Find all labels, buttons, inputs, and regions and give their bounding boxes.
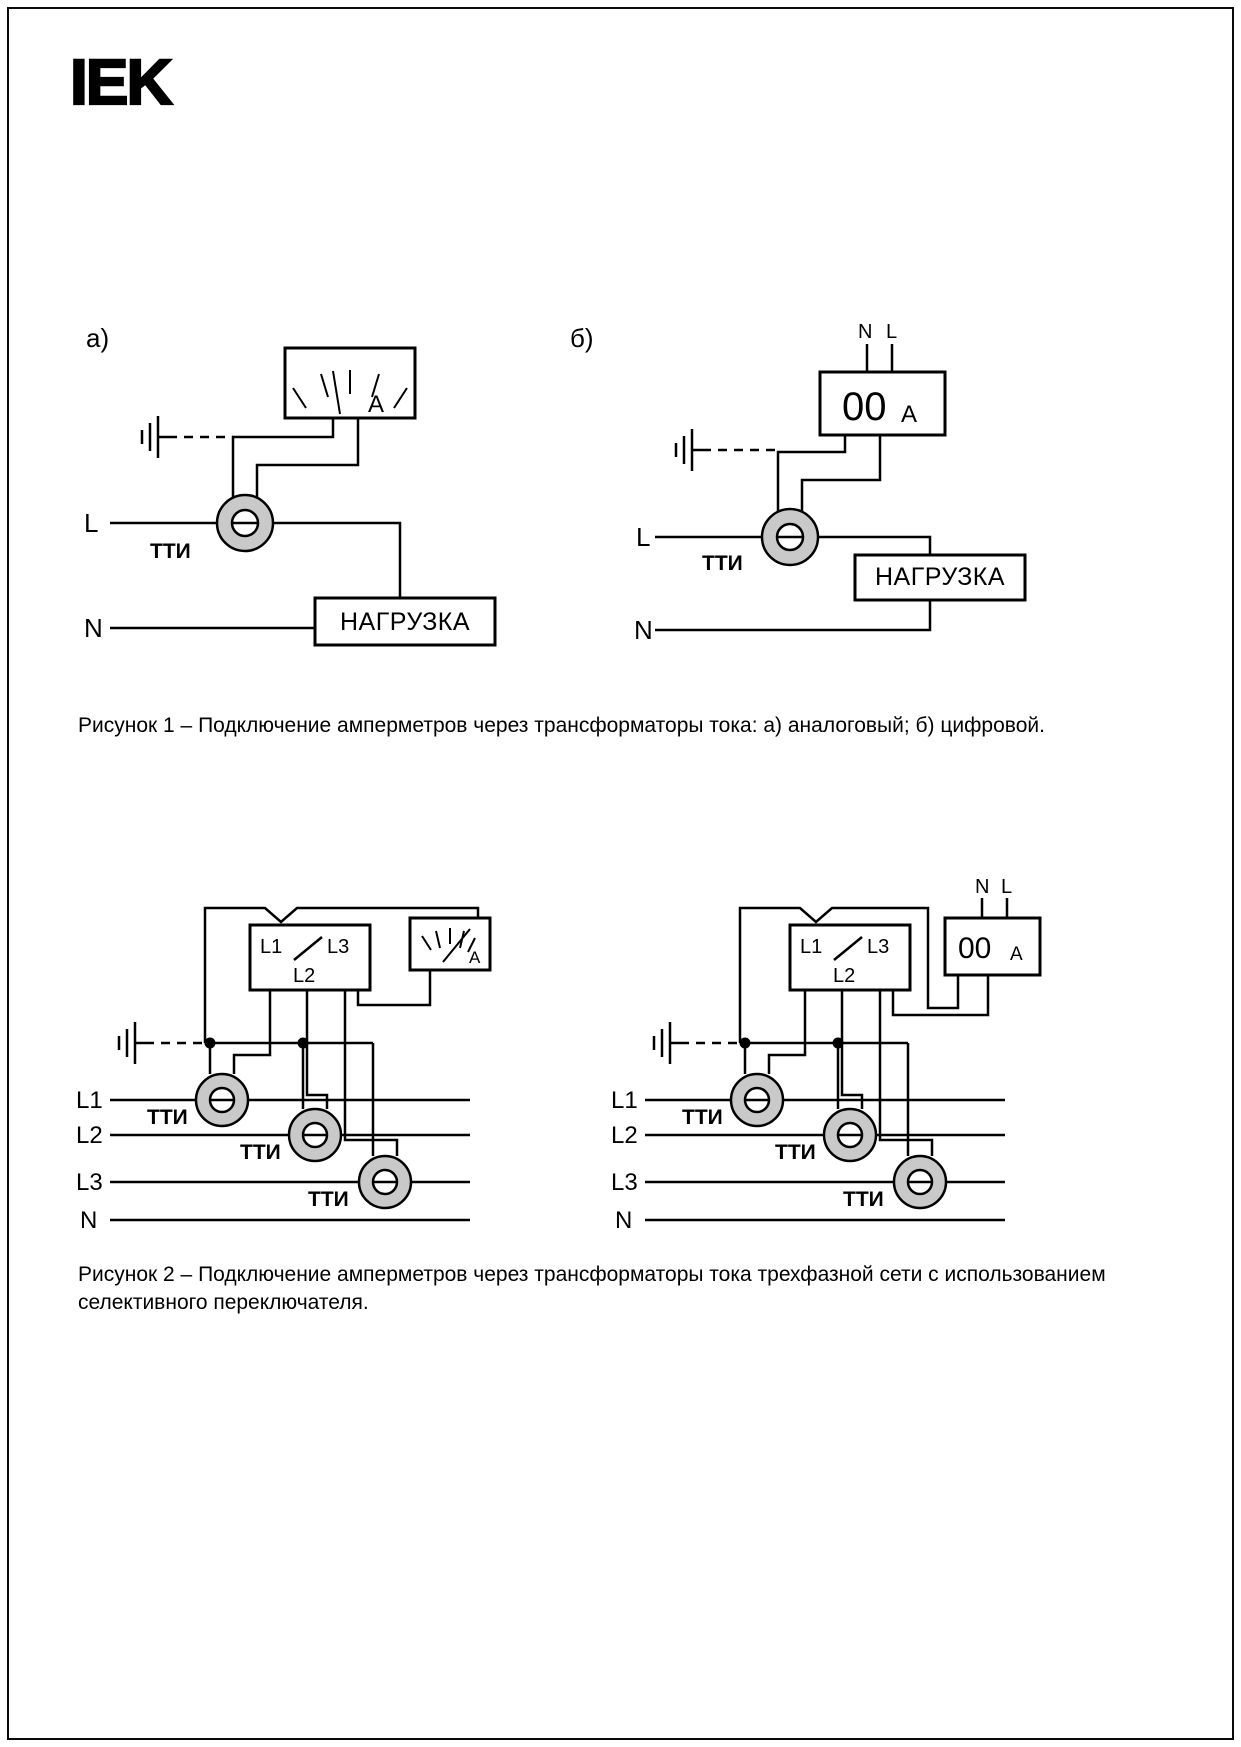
ground-icon bbox=[119, 1022, 145, 1064]
figure2-caption-line2: селективного переключателя. bbox=[78, 1291, 369, 1314]
ct1-label: ТТИ bbox=[147, 1106, 188, 1129]
ct1-label: ТТИ bbox=[682, 1106, 723, 1129]
phase-line-label-n: N bbox=[84, 613, 103, 643]
phase-line-label-l1: L1 bbox=[611, 1087, 638, 1114]
terminal-label-l: L bbox=[1001, 876, 1013, 898]
ammeter-letter: А bbox=[469, 948, 481, 967]
ammeter-letter: А bbox=[901, 401, 918, 428]
selector-pos-l1: L1 bbox=[260, 936, 283, 958]
brand-logo: IEK bbox=[70, 46, 171, 118]
diagram-b-label: б) bbox=[570, 323, 594, 353]
ct2-label: ТТИ bbox=[775, 1141, 816, 1164]
phase-line-label-l: L bbox=[84, 508, 99, 538]
terminal-label-n: N bbox=[975, 876, 990, 898]
ammeter-letter: А bbox=[1010, 944, 1023, 965]
figure2-caption bbox=[78, 1261, 1106, 1317]
phase-line-label-l3: L3 bbox=[611, 1169, 638, 1196]
selector-pos-l1: L1 bbox=[800, 936, 823, 958]
figure2-caption-line1: Рисунок 2 – Подключение амперметров через трансформаторы тока трехфазной сети с использованием bbox=[78, 1263, 1106, 1286]
figure1-diagram-b bbox=[570, 321, 1025, 645]
diagram-a-label: а) bbox=[86, 323, 110, 353]
load-label: НАГРУЗКА bbox=[874, 563, 1006, 591]
phase-line-label-l2: L2 bbox=[611, 1122, 638, 1149]
ct3-label: ТТИ bbox=[308, 1188, 349, 1211]
ct3-label: ТТИ bbox=[843, 1188, 884, 1211]
phase-line-label-l2: L2 bbox=[76, 1122, 103, 1149]
display-digits: 00 bbox=[842, 385, 887, 429]
terminal-label-n: N bbox=[858, 321, 873, 343]
display-digits: 00 bbox=[958, 932, 992, 965]
ground-icon bbox=[676, 429, 702, 471]
figure2-diagram-b bbox=[611, 876, 1040, 1234]
terminal-label-l: L bbox=[886, 321, 898, 343]
phase-line-label-n: N bbox=[634, 615, 653, 645]
ammeter-letter: А bbox=[368, 391, 385, 418]
ground-icon bbox=[654, 1022, 680, 1064]
phase-line-label-n: N bbox=[80, 1207, 98, 1234]
phase-line-label-l: L bbox=[636, 522, 651, 552]
ct-label: ТТИ bbox=[702, 552, 743, 575]
junction-dot bbox=[833, 1038, 844, 1049]
phase-line-label-l1: L1 bbox=[76, 1087, 103, 1114]
junction-dot bbox=[740, 1038, 751, 1049]
junction-dot bbox=[298, 1038, 309, 1049]
figure1-caption: Рисунок 1 – Подключение амперметров через трансформаторы тока: а) аналоговый; б) цифровой. bbox=[78, 714, 1045, 737]
figure2-diagram-a bbox=[76, 908, 490, 1234]
phase-line-label-l3: L3 bbox=[76, 1169, 103, 1196]
load-label: НАГРУЗКА bbox=[339, 608, 471, 636]
selector-pos-l3: L3 bbox=[327, 936, 350, 958]
selector-pos-l3: L3 bbox=[867, 936, 890, 958]
phase-line-label-n: N bbox=[615, 1207, 633, 1234]
selector-pos-l2: L2 bbox=[833, 965, 856, 987]
ct2-label: ТТИ bbox=[240, 1141, 281, 1164]
ct-label: ТТИ bbox=[150, 540, 191, 563]
ground-icon bbox=[142, 416, 168, 458]
junction-dot bbox=[205, 1038, 216, 1049]
selector-pos-l2: L2 bbox=[293, 965, 316, 987]
figure1-diagram-a bbox=[84, 323, 495, 645]
